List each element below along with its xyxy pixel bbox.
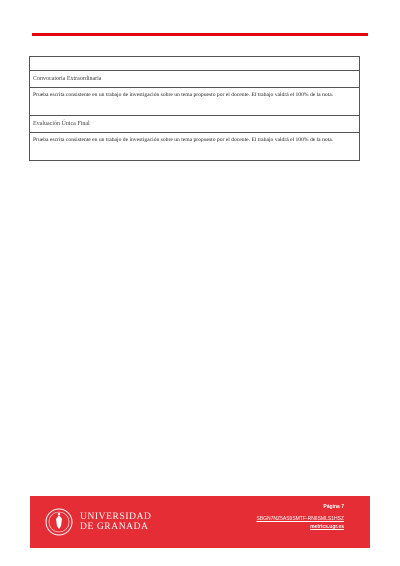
university-seal-icon [44,507,74,537]
university-name [80,512,152,532]
section-text: Prueba escrita consistente en un trabajo de investigación sobre un tema propuesto por el docente. El trabajo valdrá el 100% de la nota. [30,88,359,116]
table-empty-row [30,57,359,71]
section-text: Prueba escrita consistente en un trabajo de investigación sobre un tema propuesto por el docente. El trabajo valdrá el 100% de la nota. [30,133,359,161]
university-name-line2: DE GRANADA [80,522,149,532]
section-heading: Evaluación Única Final [30,116,359,133]
evaluation-table [29,56,360,161]
university-name-line1: UNIVERSIDAD [80,512,152,522]
verification-code[interactable]: SBGN7NZ5AS9SMTF-RN6SMLS1HSZ [256,516,344,522]
section-heading: Convocatoria Extraordinaria [30,71,359,88]
page-footer [30,496,370,548]
verification-link[interactable]: metrics.ugr.es [310,524,344,530]
top-red-rule [32,33,368,36]
page-number: Página 7 [323,504,344,510]
